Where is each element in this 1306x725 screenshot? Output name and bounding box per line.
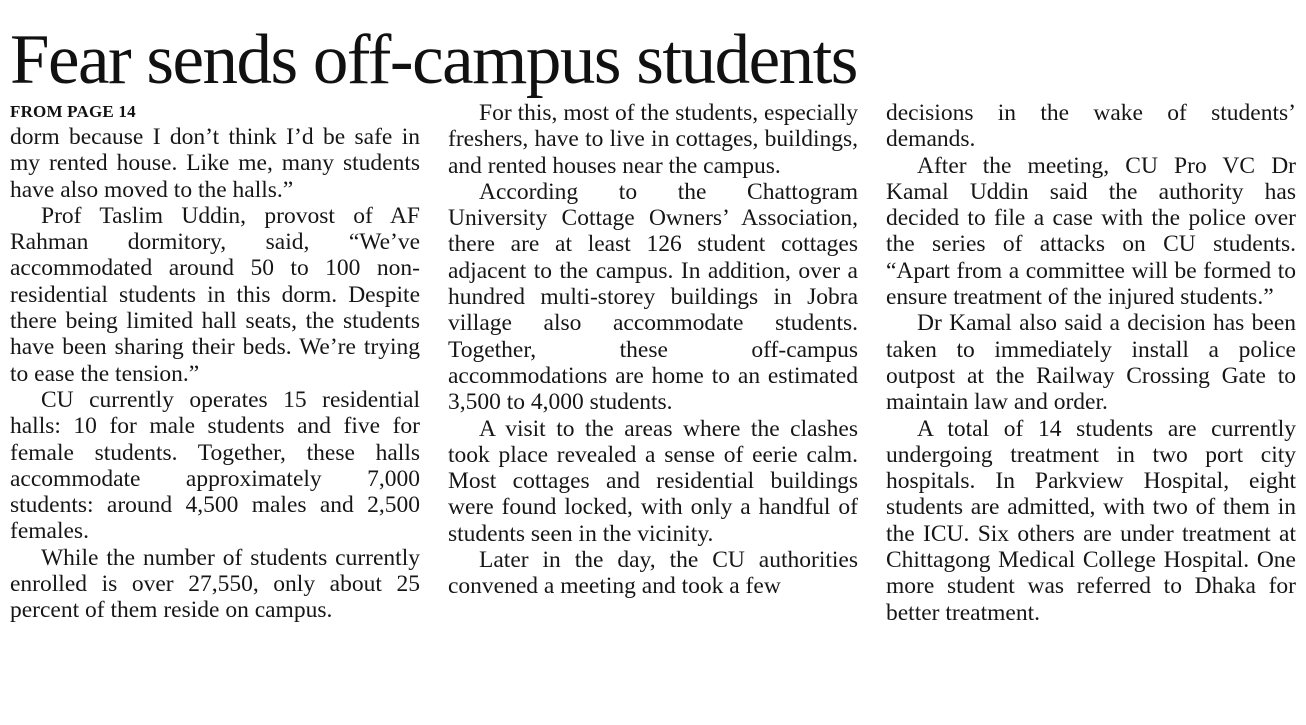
- paragraph: A visit to the areas where the clashes took place revealed a sense of eerie calm. Most cottages and residential buildings were found locked, with only a handful of students seen in the vicinity.: [448, 415, 858, 547]
- paragraph: For this, most of the students, especially freshers, have to live in cottages, buildings, and rented houses near the campus.: [448, 100, 858, 179]
- jump-line: FROM PAGE 14: [10, 102, 136, 121]
- paragraph: Dr Kamal also said a decision has been taken to immediately install a police outpost at the Railway Crossing Gate to maintain law and order.: [886, 310, 1296, 416]
- paragraph: While the number of students currently enrolled is over 27,550, only about 25 percent of them reside on campus.: [10, 544, 420, 624]
- paragraph: According to the Chattogram University Cottage Owners’ Association, there are at least 126 student cottages adjacent to the campus. In addition, over a hundred multi-storey buildings in Jobra village also accommodate students. Together, these off-campus accommodations are home to an estimated 3,500 to 4,000 students.: [448, 178, 858, 416]
- paragraph: dorm because I don’t think I’d be safe in my rented house. Like me, many students have also moved to the halls.”: [10, 124, 420, 203]
- article-column-3: [886, 100, 1296, 626]
- paragraph: After the meeting, CU Pro VC Dr Kamal Uddin said the authority has decided to file a case with the police over the series of attacks on CU students. “Apart from a committee will be formed to ensure treatment of the injured students.”: [886, 152, 1296, 311]
- paragraph: Later in the day, the CU authorities convened a meeting and took a few: [448, 547, 858, 600]
- article-column-1: [10, 100, 420, 624]
- paragraph: decisions in the wake of students’ demands.: [886, 100, 1296, 153]
- paragraph: A total of 14 students are currently undergoing treatment in two port city hospitals. In Parkview Hospital, eight students are admitted, with two of them in the ICU. Six others are under treatment at Chittagong Medical College Hospital. One more student was referred to Dhaka for better treatment.: [886, 415, 1296, 626]
- paragraph: CU currently operates 15 residential halls: 10 for male students and five for female students. Together, these halls accommodate approximately 7,000 students: around 4,500 males and 2,500 females.: [10, 386, 420, 545]
- article-column-2: [448, 100, 858, 600]
- paragraph: Prof Taslim Uddin, provost of AF Rahman dormitory, said, “We’ve accommodated around 50 to 100 non-residential students in this dorm. Despite there being limited hall seats, the students have been sharing their beds. We’re trying to ease the tension.”: [10, 202, 420, 387]
- article-headline: Fear sends off-campus students: [10, 21, 857, 99]
